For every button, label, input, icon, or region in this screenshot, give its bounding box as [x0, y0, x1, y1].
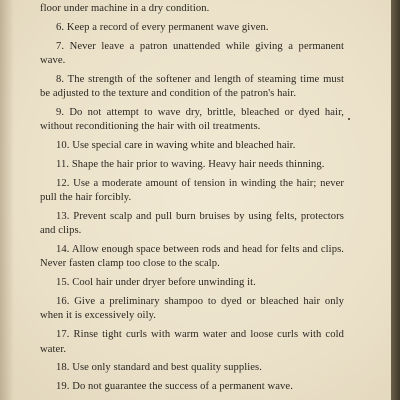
page-edge	[391, 0, 400, 400]
rule-item-12: 12. Use a moderate amount of tension in winding the hair; never pull the hair forcibly.	[40, 178, 344, 204]
rule-item-19: 19. Do not guarantee the success of a permanent wave.	[56, 381, 293, 393]
rule-item-14: 14. Allow enough space between rods and head for felts and clips. Never fasten clamp too close to the scalp.	[40, 244, 344, 270]
rule-item-5: floor under machine in a dry condition.	[40, 3, 210, 15]
rule-item-6: 6. Keep a record of every permanent wave given.	[56, 22, 269, 34]
rule-item-10: 10. Use special care in waving white and bleached hair.	[56, 140, 296, 152]
rules-list	[40, 0, 344, 399]
rule-item-16: 16. Give a preliminary shampoo to dyed or bleached hair only when it is excessively oily.	[40, 296, 344, 322]
rule-item-18: 18. Use only standard and best quality supplies.	[56, 362, 262, 374]
paper-speck	[348, 118, 350, 120]
rule-item-15: 15. Cool hair under dryer before unwinding it.	[56, 277, 256, 289]
rule-item-11: 11. Shape the hair prior to waving. Heavy hair needs thinning.	[56, 159, 325, 171]
rule-item-17: 17. Rinse tight curls with warm water and loose curls with cold water.	[40, 329, 344, 355]
rule-item-9: 9. Do not attempt to wave dry, brittle, bleached or dyed hair, without reconditioning the hair with oil treatments.	[40, 107, 344, 133]
rule-item-7: 7. Never leave a patron unattended while giving a permanent wave.	[40, 40, 344, 67]
spine-shadow	[0, 0, 14, 400]
rule-item-8: 8. The strength of the softener and length of steaming time must be adjusted to the texture and condition of the patron's hair.	[40, 74, 344, 100]
rule-item-13: 13. Prevent scalp and pull burn bruises by using felts, protectors and clips.	[40, 211, 344, 237]
